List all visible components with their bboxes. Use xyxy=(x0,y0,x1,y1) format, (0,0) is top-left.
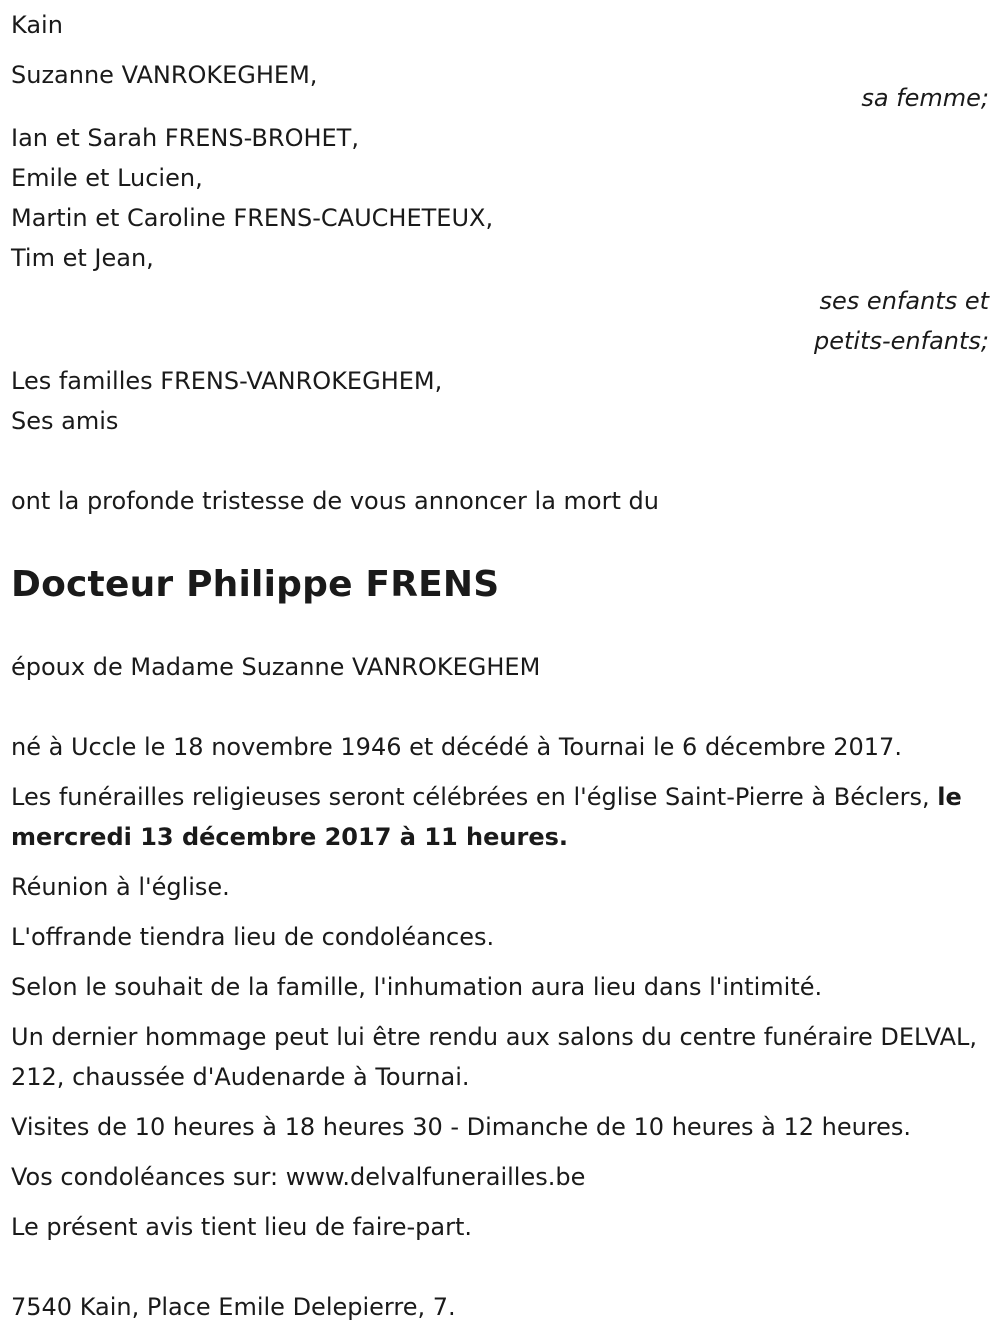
others-line: Ses amis xyxy=(11,407,119,435)
funeral-date-bold: le mercredi 13 décembre 2017 à 11 heures. xyxy=(11,783,962,851)
address-text: 7540 Kain, Place Emile Delepierre, 7. xyxy=(11,1293,456,1321)
funeral-text-part: Les funérailles religieuses seront célébrées en l'église Saint-Pierre à Béclers, xyxy=(11,783,938,811)
tribute-text: Un dernier hommage peut lui être rendu aux salons du centre funéraire DELVAL, 212, chaussée d'Audenarde à Tournai. xyxy=(11,1023,978,1091)
announcement-text: ont la profonde tristesse de vous annoncer la mort du xyxy=(11,487,659,515)
spouse-block xyxy=(11,55,990,118)
deceased-name: Docteur Philippe FRENS xyxy=(11,564,500,605)
children-role: ses enfants et xyxy=(819,287,989,315)
burial-text: Selon le souhait de la famille, l'inhumation aura lieu dans l'intimité. xyxy=(11,973,823,1001)
spouse-of-text: époux de Madame Suzanne VANROKEGHEM xyxy=(11,653,541,681)
birth-death-text: né à Uccle le 18 novembre 1946 et décédé à Tournai le 6 décembre 2017. xyxy=(11,733,902,761)
meeting-text: Réunion à l'église. xyxy=(11,873,230,901)
spouse-role: sa femme; xyxy=(861,84,989,112)
others-block xyxy=(11,361,990,441)
children-line: Tim et Jean, xyxy=(11,244,154,272)
children-line: Ian et Sarah FRENS-BROHET, xyxy=(11,124,359,152)
children-line: Martin et Caroline FRENS-CAUCHETEUX, xyxy=(11,204,494,232)
children-block xyxy=(11,118,990,361)
notice-text: Le présent avis tient lieu de faire-part. xyxy=(11,1213,473,1241)
visits-text: Visites de 10 heures à 18 heures 30 - Dimanche de 10 heures à 12 heures. xyxy=(11,1113,912,1141)
others-line: Les familles FRENS-VANROKEGHEM, xyxy=(11,367,443,395)
condolences-text: Vos condoléances sur: www.delvalfunerailles.be xyxy=(11,1163,586,1191)
children-line: Emile et Lucien, xyxy=(11,164,203,192)
place-heading: Kain xyxy=(11,11,63,39)
children-role: petits-enfants; xyxy=(814,327,989,355)
offering-text: L'offrande tiendra lieu de condoléances. xyxy=(11,923,495,951)
funeral-text xyxy=(11,777,990,857)
spouse-name: Suzanne VANROKEGHEM, xyxy=(11,61,318,89)
